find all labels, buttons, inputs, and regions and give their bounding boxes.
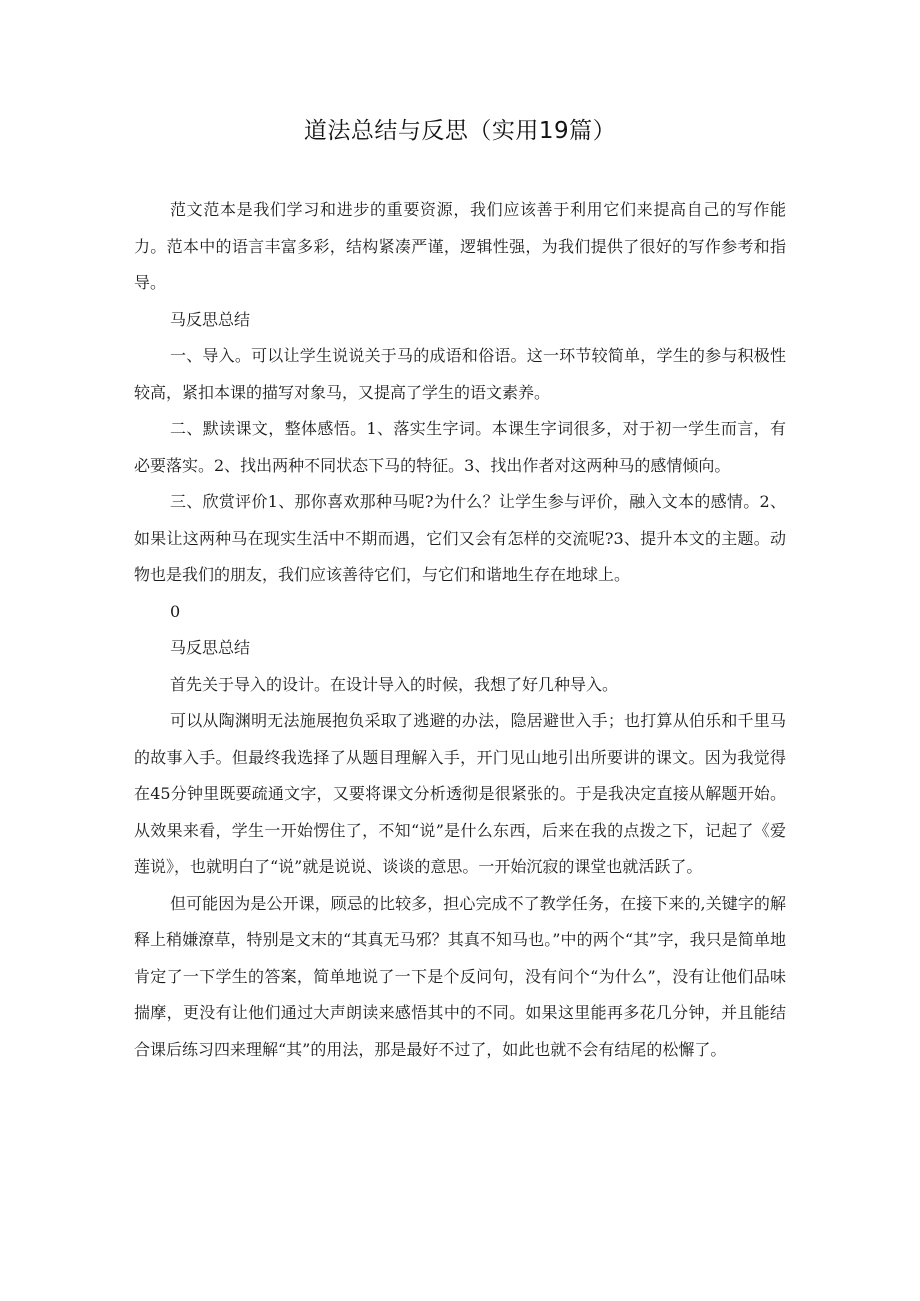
paragraph: 一、导入。可以让学生说说关于马的成语和俗语。这一环节较简单，学生的参与积极性较高，紧扣本课的描写对象马，又提高了学生的语文素养。: [134, 346, 786, 402]
document-title: 道法总结与反思（实用19篇）: [303, 118, 617, 144]
paragraph: 范文范本是我们学习和进步的重要资源，我们应该善于利用它们来提高自己的写作能力。范本中的语言丰富多彩，结构紧凑严谨，逻辑性强，为我们提供了很好的写作参考和指导。: [134, 200, 786, 292]
paragraph: 0: [170, 601, 181, 621]
paragraph: 二、默读课文，整体感悟。1、落实生字词。本课生字词很多，对于初一学生而言，有必要落实。2、找出两种不同状态下马的特征。3、找出作者对这两种马的感情倾向。: [134, 419, 786, 475]
document-body: [134, 192, 786, 1068]
paragraph: 可以从陶渊明无法施展抱负采取了逃避的办法，隐居避世入手；也打算从伯乐和千里马的故事入手。但最终我选择了从题目理解入手，开门见山地引出所要讲的课文。因为我觉得在45分钟里既要疏通文字，又要将课文分析透彻是很紧张的。于是我决定直接从解题开始。从效果来看，学生一开始愣住了，不知“说”是什么东西，后来在我的点拨之下，记起了《爱莲说》，也就明白了“说”就是说说、谈谈的意思。一开始沉寂的课堂也就活跃了。: [134, 711, 786, 876]
paragraph: 但可能因为是公开课，顾忌的比较多，担心完成不了教学任务，在接下来的,关键字的解释上稍嫌潦草，特别是文末的“其真无马邪？其真不知马也。”中的两个“其”字，我只是简单地肯定了一下学生的答案，简单地说了一下是个反问句，没有问个“为什么”，没有让他们品味揣摩，更没有让他们通过大声朗读来感悟其中的不同。如果这里能再多花几分钟，并且能结合课后练习四来理解“其”的用法，那是最好不过了，如此也就不会有结尾的松懈了。: [134, 893, 786, 1059]
section-heading: 马反思总结: [170, 638, 251, 657]
paragraph: 首先关于导入的设计。在设计导入的时候，我想了好几种导入。: [170, 674, 619, 694]
section-heading: 马反思总结: [170, 309, 251, 329]
paragraph: 三、欣赏评价1、那你喜欢那种马呢?为什么？让学生参与评价，融入文本的感情。2、如果让这两种马在现实生活中不期而遇，它们又会有怎样的交流呢?3、提升本文的主题。动物也是我们的朋友，我们应该善待它们，与它们和谐地生存在地球上。: [134, 492, 786, 584]
